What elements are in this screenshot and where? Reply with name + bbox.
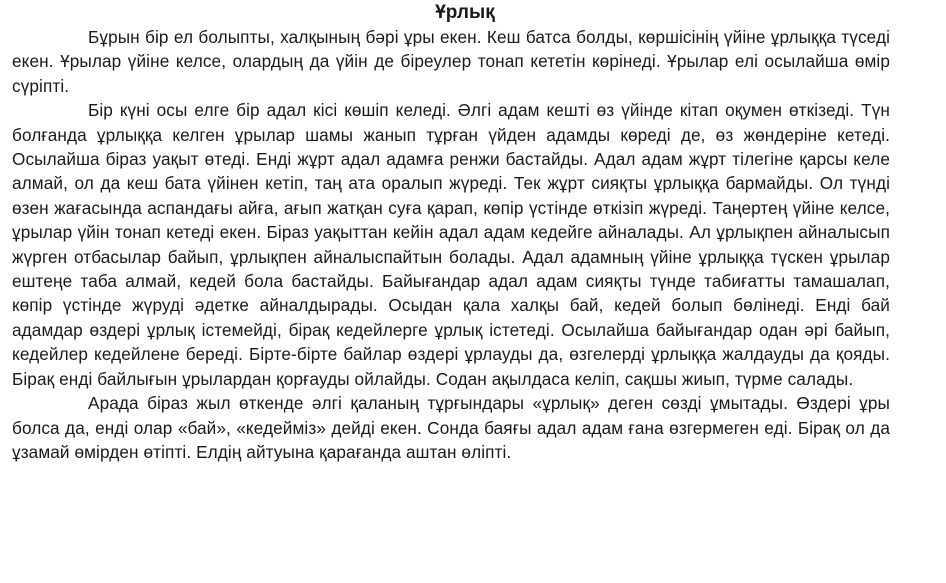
- paragraph-1: Бұрын бір ел болыпты, халқының бәрі ұры екен. Кеш батса болды, көршісінің үйіне ұрлыққа түседі екен. Ұрылар үйіне келсе, олардың да үйін де біреулер тонап кететін көрінеді. Ұрылар елі осылайша өмір сүріпті.: [12, 27, 890, 96]
- paragraph-3: Арада біраз жыл өткенде әлгі қаланың тұрғындары «ұрлық» деген сөзді ұмытады. Өздері ұры болса да, енді олар «бай», «кедейміз» дейді екен. Сонда баяғы адал адам ғана өзгермеген еді. Бірақ ол да ұзамай өмірден өтіпті. Елдің айтуына қарағанда аштан өліпті.: [12, 393, 890, 462]
- document-page: [12, 2, 890, 464]
- document-title: Ұрлық: [435, 2, 495, 23]
- paragraph-2: Бір күні осы елге бір адал кісі көшіп келеді. Әлгі адам кешті өз үйінде кітап оқумен өткізеді. Түн болғанда ұрлыққа келген ұрылар шамы жанып тұрған үйден адамды көреді де, өз жөндеріне кетеді. Осылайша біраз уақыт өтеді. Енді жұрт адал адамға ренжи бастайды. Адал адам жұрт тілегіне қарсы келе алмай, ол да кеш бата үйінен кетіп, таң ата оралып жүреді. Тек жұрт сияқты ұрлыққа бармайды. Ол түнді өзен жағасында аспандағы айға, ағып жатқан суға қарап, көпір үстінде өткізіп жүреді. Таңертең үйіне келсе, ұрылар үйін тонап кетеді екен. Біраз уақыттан кейін адал адам кедейге айналады. Ал ұрлықпен айналысып жүрген отбасылар байып, ұрлықпен айналыспайтын болады. Адал адамның үйіне ұрлыққа түскен ұрылар ештеңе таба алмай, кедей бола бастайды. Байығандар адал адам сияқты түнде табиғатты тамашалап, көпір үстінде жүруді әдетке айналдырады. Осыдан қала халқы бай, кедей болып бөлінеді. Енді бай адамдар өздері ұрлық істемейді, бірақ кедейлерге ұрлық істетеді. Осылайша байығандар одан әрі байып, кедейлер кедейлене береді. Бірте-бірте байлар өздері ұрлауды да, өзгелерді ұрлыққа жалдауды да қояды. Бірақ енді байлығын ұрылардан қорғауды ойлайды. Содан ақылдаса келіп, сақшы жиып, түрме салады.: [12, 100, 890, 389]
